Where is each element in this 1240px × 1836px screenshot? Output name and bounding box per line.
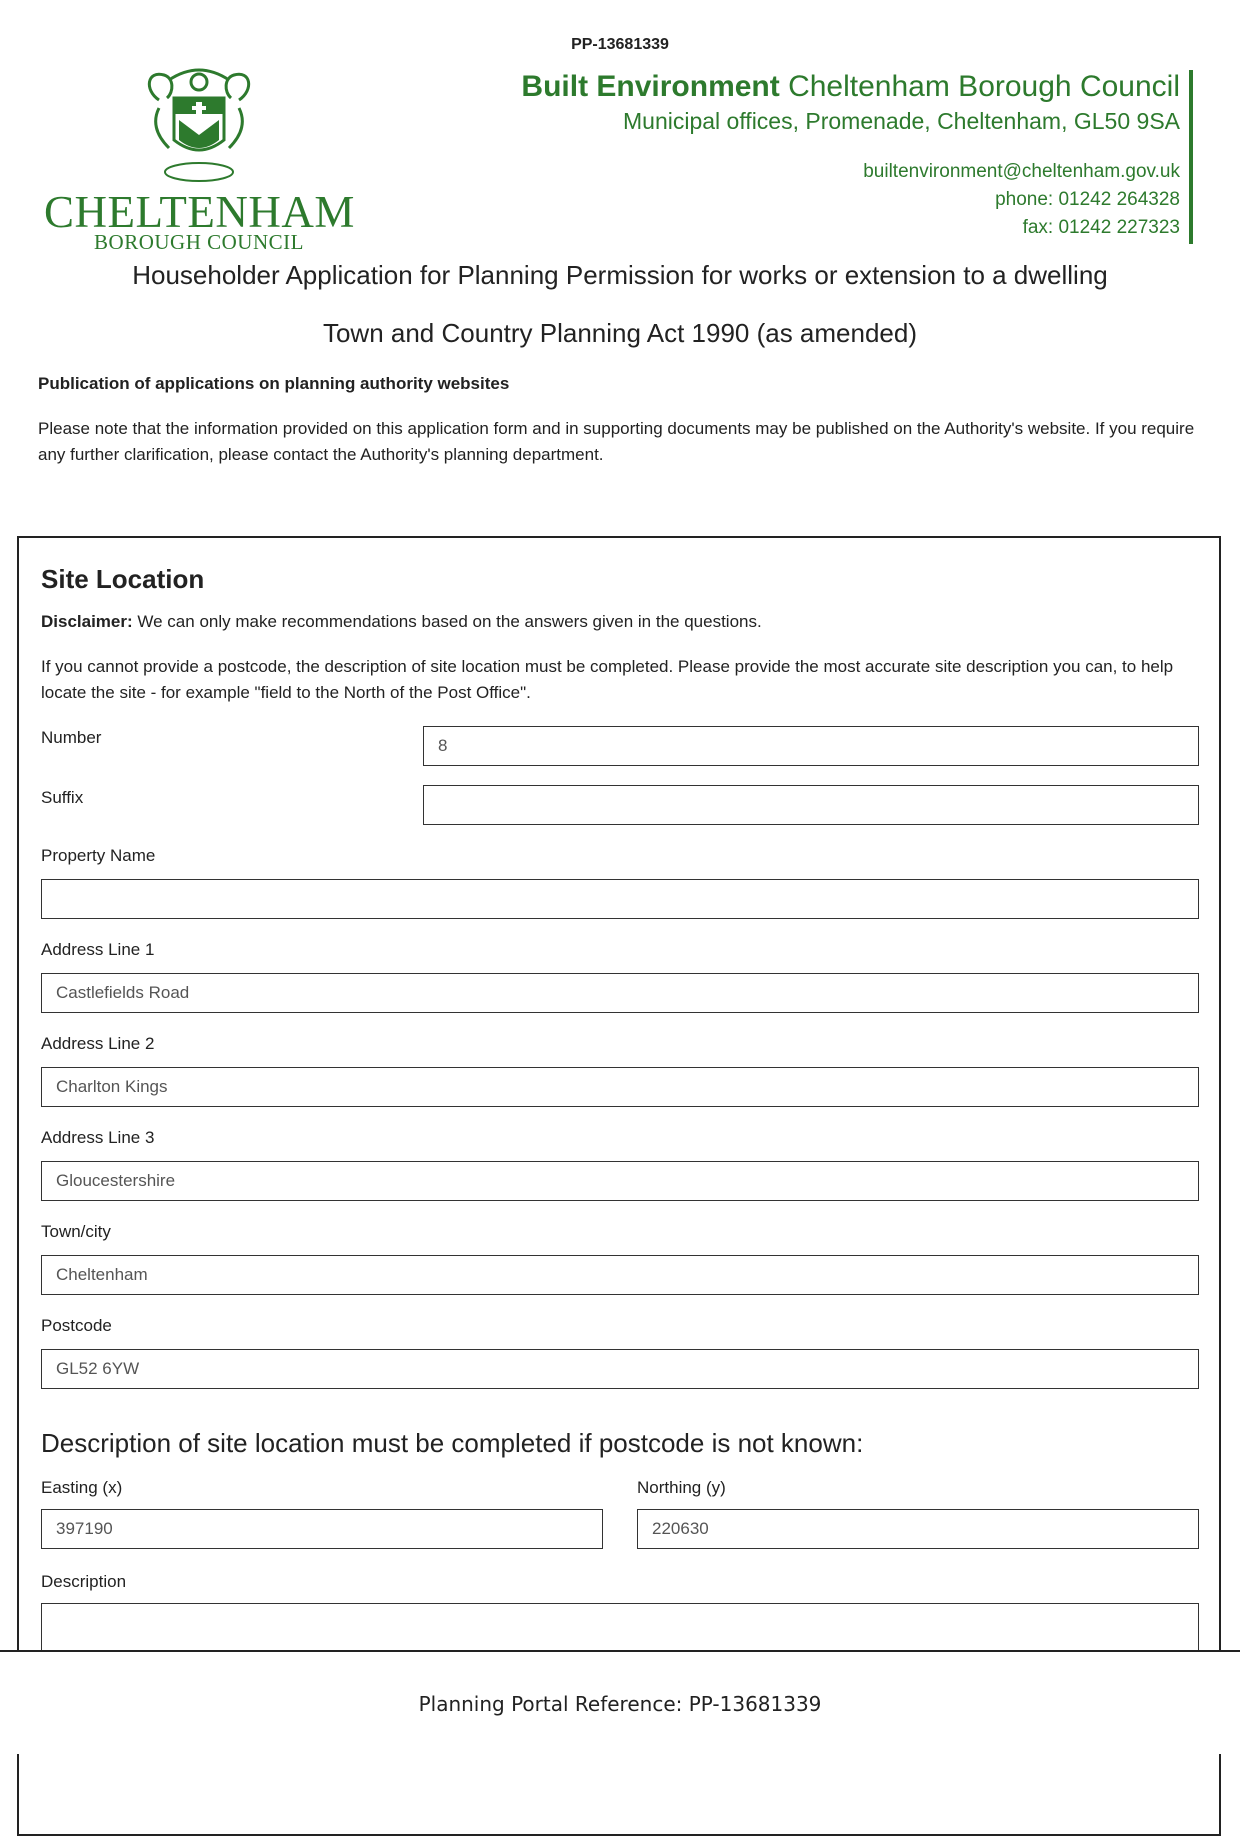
form-title: Householder Application for Planning Permission for works or extension to a dwelling xyxy=(132,260,1108,290)
council-title xyxy=(480,68,1180,106)
council-address: Municipal offices, Promenade, Cheltenham, GL50 9SA xyxy=(623,108,1180,134)
easting-label: Easting (x) xyxy=(41,1478,123,1497)
logo-subtitle: BOROUGH COUNCIL xyxy=(94,230,304,254)
postcode-label: Postcode xyxy=(41,1316,112,1335)
northing-label: Northing (y) xyxy=(637,1478,726,1497)
town-city-field[interactable]: Cheltenham xyxy=(41,1255,1199,1295)
northing-field[interactable]: 220630 xyxy=(637,1509,1199,1549)
address-line-3-field[interactable]: Gloucestershire xyxy=(41,1161,1199,1201)
property-name-label: Property Name xyxy=(41,846,156,865)
disclaimer xyxy=(41,612,762,632)
council-logo xyxy=(44,60,354,260)
address-line-3-label: Address Line 3 xyxy=(41,1128,155,1147)
council-email: builtenvironment@cheltenham.gov.uk xyxy=(863,161,1180,182)
act-title: Town and Country Planning Act 1990 (as amended) xyxy=(322,318,918,348)
number-field[interactable]: 8 xyxy=(423,726,1199,766)
publication-text: Please note that the information provided on this application form and in supporting documents may be published on the Authority's website. If you require any further clarification, please contact the Authority's planning department. xyxy=(38,419,1195,464)
council-accent-bar xyxy=(1189,70,1193,244)
description-heading: Description of site location must be completed if postcode is not known: xyxy=(41,1428,864,1458)
logo-wordmark: CHELTENHAM xyxy=(44,187,355,237)
help-text: If you cannot provide a postcode, the description of site location must be completed. Please provide the most accurate site description you can, to help locate the site - for example "field to the North of the Post Office". xyxy=(41,657,1174,702)
council-fax: fax: 01242 227323 xyxy=(1022,217,1180,238)
suffix-label: Suffix xyxy=(41,788,84,807)
section-title: Site Location xyxy=(41,564,205,594)
address-line-2-field[interactable]: Charlton Kings xyxy=(41,1067,1199,1107)
site-location-section xyxy=(17,536,1221,1836)
footer-reference: Planning Portal Reference: PP-13681339 xyxy=(418,1692,822,1716)
council-title-bold: Built Environment xyxy=(521,70,780,103)
council-phone: phone: 01242 264328 xyxy=(995,189,1180,210)
reference-number-top: PP-13681339 xyxy=(571,36,669,53)
property-name-field[interactable] xyxy=(41,879,1199,919)
disclaimer-label: Disclaimer: xyxy=(41,612,133,631)
address-line-1-field[interactable]: Castlefields Road xyxy=(41,973,1199,1013)
disclaimer-text: We can only make recommendations based on the answers given in the questions. xyxy=(132,612,762,631)
council-contact-block xyxy=(480,68,1180,242)
council-title-rest: Cheltenham Borough Council xyxy=(779,70,1180,103)
coat-of-arms-icon xyxy=(139,60,259,185)
description-label: Description xyxy=(41,1572,127,1591)
postcode-field[interactable]: GL52 6YW xyxy=(41,1349,1199,1389)
address-line-1-label: Address Line 1 xyxy=(41,940,155,959)
publication-heading: Publication of applications on planning authority websites xyxy=(38,374,510,393)
address-line-2-label: Address Line 2 xyxy=(41,1034,155,1053)
easting-field[interactable]: 397190 xyxy=(41,1509,603,1549)
number-label: Number xyxy=(41,728,102,747)
suffix-field[interactable] xyxy=(423,785,1199,825)
town-city-label: Town/city xyxy=(41,1222,111,1241)
